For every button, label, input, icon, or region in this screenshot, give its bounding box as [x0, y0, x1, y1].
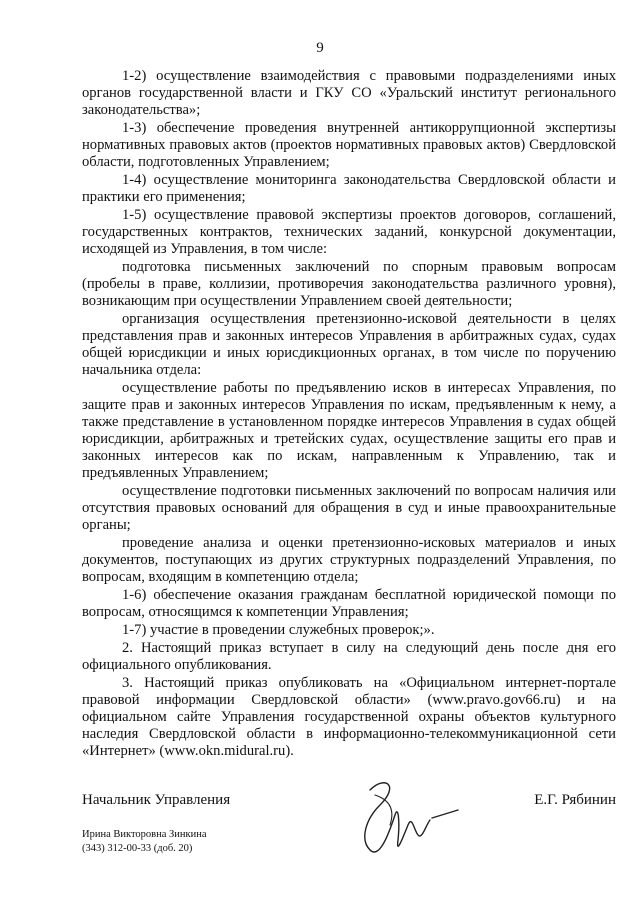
document-body — [82, 68, 616, 761]
executor-name: Ирина Викторовна Зинкина — [82, 829, 207, 840]
paragraph-clause-2: 2. Настоящий приказ вступает в силу на следующий день после дня его официального опубликования. — [82, 640, 616, 673]
paragraph-written-conclusions: осуществление подготовки письменных заключений по вопросам наличия или отсутствия правовых оснований для обращения в суд и иные правоохранительные органы; — [82, 483, 616, 533]
page-number: 9 — [316, 40, 324, 56]
paragraph-1-4: 1-4) осуществление мониторинга законодательства Свердловской области и практики его применения; — [82, 172, 616, 205]
paragraph-legal-opinions: подготовка письменных заключений по спорным правовым вопросам (пробелы в праве, коллизии, противоречия законодательства различного уровня), возникающим при осуществлении Управлением своей деятельности; — [82, 259, 616, 309]
paragraph-1-3: 1-3) обеспечение проведения внутренней антикоррупционной экспертизы нормативных правовых актов (проектов нормативных правовых актов) Свердловской области, подготовленных Управлением; — [82, 120, 616, 170]
paragraph-lawsuits: осуществление работы по предъявлению исков в интересах Управления, по защите прав и законных интересов Управления по искам, предъявленным к нему, а также представление в установленном порядке интересов Управления в судах общей юрисдикции, арбитражных и третейских судах, осуществление защиты его прав и законных интересов как по искам, направленным к Управлению, так и предъявленных Управлением; — [82, 380, 616, 481]
signer-position: Начальник Управления — [82, 792, 231, 808]
paragraph-claims-organization: организация осуществления претензионно-исковой деятельности в целях представления прав и законных интересов Управления в арбитражных судах, судах общей юрисдикции и иных юрисдикционных органах, в том числе по поручению начальника отдела: — [82, 311, 616, 378]
paragraph-clause-3: 3. Настоящий приказ опубликовать на «Официальном интернет-портале правовой информации Свердловской области» (www.pravo.gov66.ru) и на официальном сайте Управления государственной охраны объектов культурного наследия Свердловской области в информационно-телекоммуникационной сети «Интернет» (www.okn.midural.ru). — [82, 675, 616, 759]
paragraph-analysis: проведение анализа и оценки претензионно-исковых материалов и иных документов, поступающих из других структурных подразделений Управления, по вопросам, входящим в компетенцию отдела; — [82, 535, 616, 585]
paragraph-1-6: 1-6) обеспечение оказания гражданам бесплатной юридической помощи по вопросам, относящимся к компетенции Управления; — [82, 587, 616, 620]
handwritten-signature — [340, 770, 470, 870]
paragraph-1-5: 1-5) осуществление правовой экспертизы проектов договоров, соглашений, государственных контрактов, технических заданий, конкурсной документации, исходящей из Управления, в том числе: — [82, 207, 616, 257]
paragraph-1-2: 1-2) осуществление взаимодействия с правовыми подразделениями иных органов государственной власти и ГКУ СО «Уральский институт регионального законодательства»; — [82, 68, 616, 118]
paragraph-1-7: 1-7) участие в проведении служебных проверок;». — [122, 622, 435, 638]
executor-info — [82, 828, 207, 856]
signer-name: Е.Г. Рябинин — [534, 792, 616, 808]
executor-phone: (343) 312-00-33 (доб. 20) — [82, 843, 193, 854]
